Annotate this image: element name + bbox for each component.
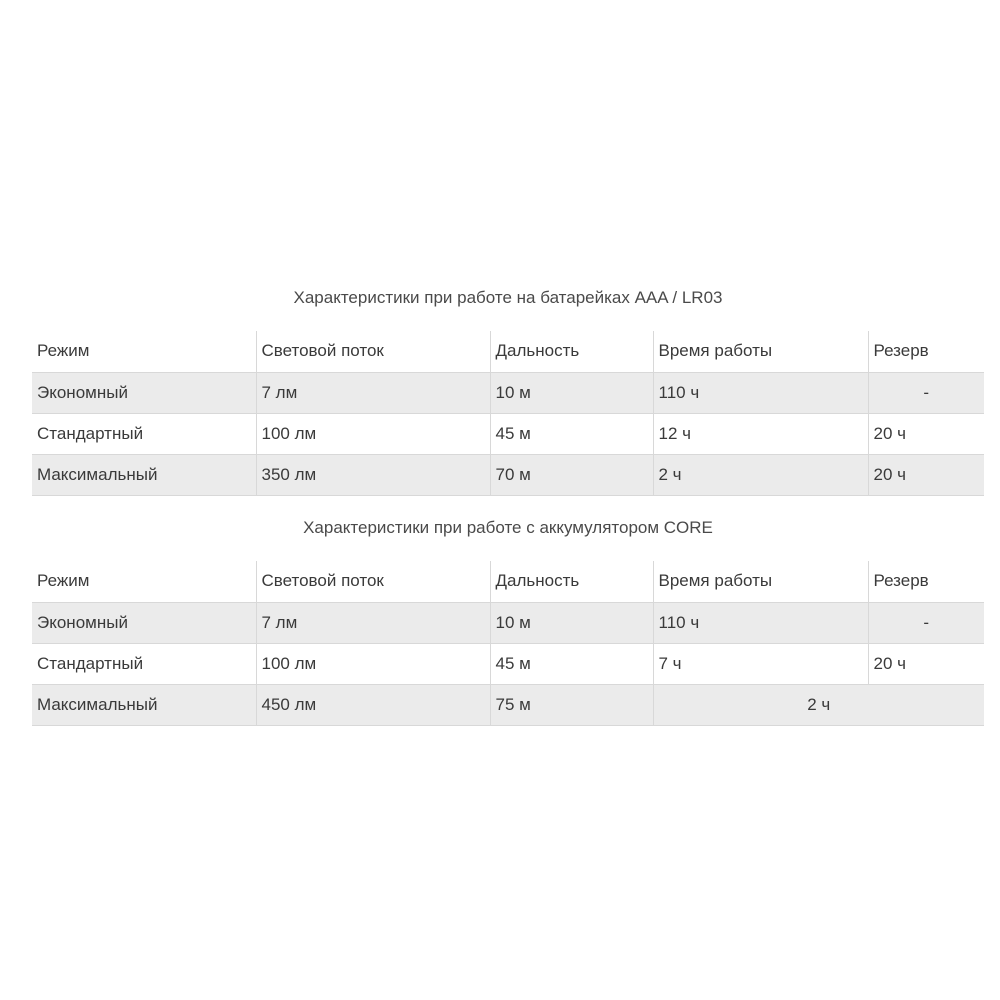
header-luminous-flux: Световой поток: [256, 561, 490, 602]
table-header-row: [32, 561, 984, 602]
table-cell: Стандартный: [32, 413, 256, 454]
table-row: [32, 454, 984, 495]
table-cell: 7 лм: [256, 372, 490, 413]
table-cell: 20 ч: [868, 413, 984, 454]
header-runtime: Время работы: [653, 561, 868, 602]
table-cell: 7 лм: [256, 602, 490, 643]
table-cell: 12 ч: [653, 413, 868, 454]
header-reserve: Резерв: [868, 331, 984, 372]
table-cell: Стандартный: [32, 643, 256, 684]
table-cell: 10 м: [490, 372, 653, 413]
table-row: [32, 684, 984, 725]
table-1-caption: Характеристики при работе на батарейках AAA / LR03: [293, 288, 723, 307]
header-mode: Режим: [32, 331, 256, 372]
table-cell: Максимальный: [32, 684, 256, 725]
table-cell: 20 ч: [868, 643, 984, 684]
table-cell: 110 ч: [653, 372, 868, 413]
header-luminous-flux: Световой поток: [256, 331, 490, 372]
table-cell: Экономный: [32, 372, 256, 413]
table-row: [32, 602, 984, 643]
table-row: [32, 643, 984, 684]
header-reserve: Резерв: [868, 561, 984, 602]
table-batteries-aaa: [32, 331, 984, 496]
table-core-battery: [32, 561, 984, 726]
table-cell: Максимальный: [32, 454, 256, 495]
table-cell: -: [868, 372, 984, 413]
table-cell: 75 м: [490, 684, 653, 725]
table-cell: 450 лм: [256, 684, 490, 725]
table-cell: 2 ч: [653, 454, 868, 495]
table-cell: 70 м: [490, 454, 653, 495]
table-cell: 350 лм: [256, 454, 490, 495]
table-cell: 110 ч: [653, 602, 868, 643]
header-range: Дальность: [490, 331, 653, 372]
header-runtime: Время работы: [653, 331, 868, 372]
table-row: [32, 372, 984, 413]
table-cell: 45 м: [490, 643, 653, 684]
table-cell: -: [868, 602, 984, 643]
table-cell: 20 ч: [868, 454, 984, 495]
header-range: Дальность: [490, 561, 653, 602]
table-cell-merged: 2 ч: [653, 684, 984, 725]
table-cell: 10 м: [490, 602, 653, 643]
header-mode: Режим: [32, 561, 256, 602]
table-2-caption: Характеристики при работе с аккумулятором CORE: [303, 518, 713, 537]
table-row: [32, 413, 984, 454]
table-cell: Экономный: [32, 602, 256, 643]
table-cell: 45 м: [490, 413, 653, 454]
table-cell: 100 лм: [256, 643, 490, 684]
table-header-row: [32, 331, 984, 372]
table-cell: 100 лм: [256, 413, 490, 454]
table-cell: 7 ч: [653, 643, 868, 684]
